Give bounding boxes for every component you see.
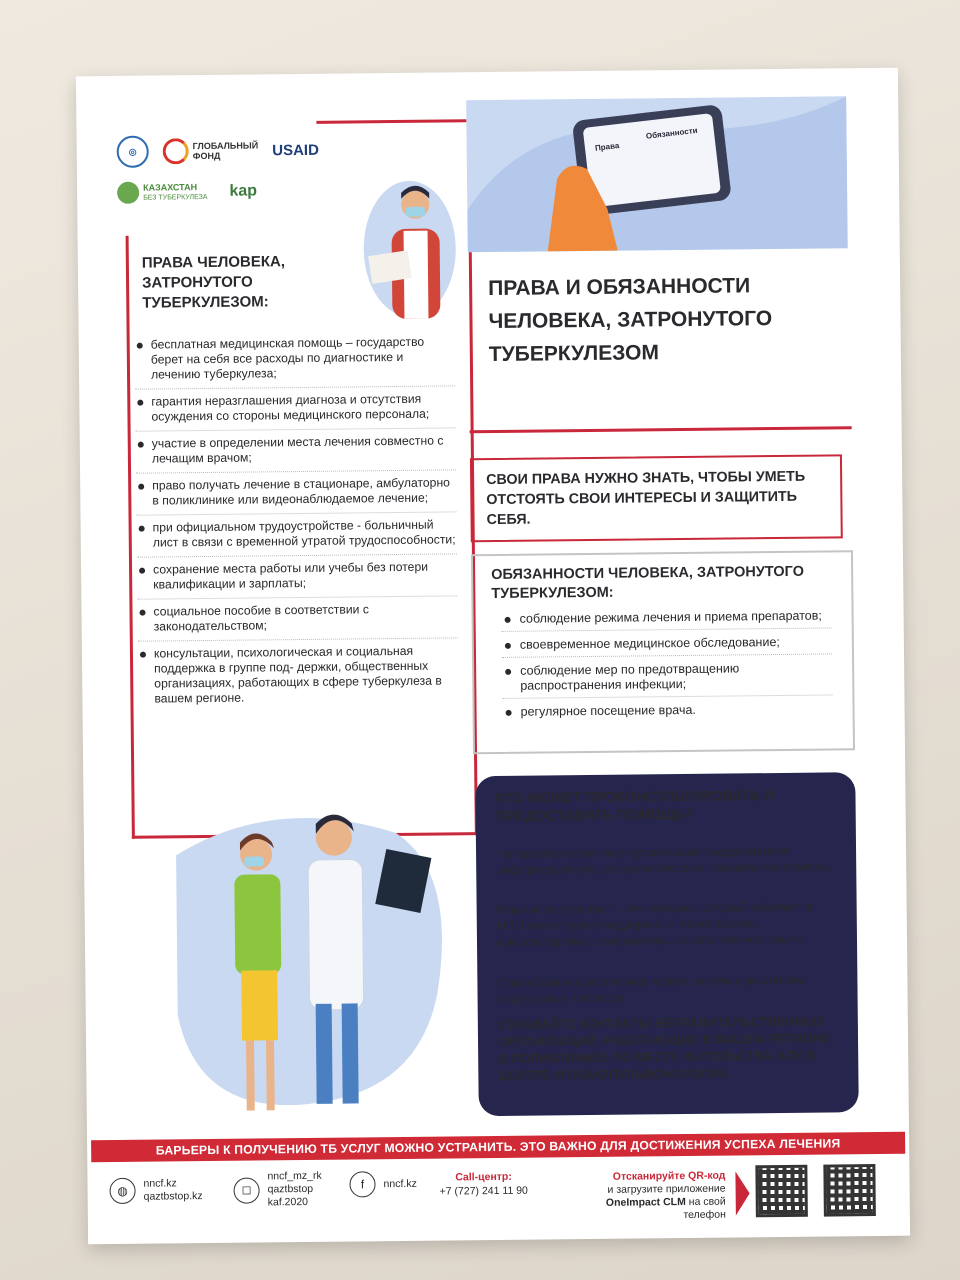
footer-instagram — [233, 1170, 322, 1210]
list-item: при официальном трудоустройстве - больничный лист в связи с временной утратой трудоспособности; — [137, 517, 457, 557]
instagram-handle-1[interactable]: nncf_mz_rk — [267, 1169, 322, 1183]
phone-in-hand-icon — [466, 96, 848, 252]
call-center — [439, 1170, 528, 1199]
poster-sheet — [76, 68, 910, 1245]
duties-title: ОБЯЗАННОСТИ ЧЕЛОВЕКА, ЗАТРОНУТОГО ТУБЕРКУЛЕЗОМ: — [491, 563, 805, 603]
call-center-number[interactable]: +7 (727) 241 11 90 — [439, 1184, 528, 1198]
list-item: сохранение места работы или учебы без потери квалификации и зарплаты; — [137, 559, 457, 599]
doctor-patient-illustration — [155, 792, 458, 1125]
arrow-right-icon — [735, 1171, 749, 1215]
list-item: гарантия неразглашения диагноза и отсутствия осуждения со стороны медицинского персонала; — [135, 391, 455, 431]
consult-ngo-text: Неправительственные организации предоставляют информационную, психологическую, социальную помощь. — [496, 843, 833, 877]
website-link-nncf[interactable]: nncf.kz — [143, 1177, 177, 1190]
gf-line1: ГЛОБАЛЬНЫЙ — [192, 140, 259, 152]
list-item: право получать лечение в стационаре, амбулаторно в поликлинике или видеонаблюдаемое лечение; — [136, 475, 456, 515]
page-title: ПРАВА И ОБЯЗАННОСТИ ЧЕЛОВЕКА, ЗАТРОНУТОГО ТУБЕРКУЛЕЗОМ — [488, 274, 773, 367]
global-fund-mark-icon — [163, 138, 189, 164]
footer-facebook — [349, 1171, 417, 1198]
qr-app-name: OneImpact CLM — [605, 1196, 686, 1209]
kz-leaf-icon — [117, 182, 139, 204]
list-item: социальное пособие в соответствии с законодательством; — [137, 601, 457, 641]
kz-line2: БЕЗ ТУБЕРКУЛЕЗА — [143, 193, 208, 202]
consult-social-worker-text: Соцработник поликлиники может помочь с решением социальных вопросов. — [497, 972, 805, 1006]
facebook-icon: f — [349, 1171, 375, 1197]
bottom-banner: БАРЬЕРЫ К ПОЛУЧЕНИЮ ТБ УСЛУГ МОЖНО УСТРАНИТЬ. ЭТО ВАЖНО ДЛЯ ДОСТИЖЕНИЯ УСПЕХА ЛЕЧЕНИЯ — [91, 1132, 905, 1163]
phone-tab-rights: Права — [594, 140, 620, 153]
kz-no-tb-logo — [117, 181, 208, 204]
call-center-label: Call-центр: — [455, 1170, 512, 1184]
footer — [87, 1162, 910, 1241]
instagram-handle-3[interactable]: kaf.2020 — [267, 1195, 309, 1209]
phone-tab-duties: Обязанности — [645, 125, 698, 141]
rights-top-line — [316, 119, 466, 124]
list-item: регулярное посещение врача. — [503, 701, 833, 723]
consult-title: КТО МОЖЕТ ПРОКОНСУЛЬТИРОВАТЬ И ПРЕДОСТАВИТЬ ПОМОЩЬ? — [495, 788, 775, 825]
duties-list — [502, 608, 833, 729]
list-item: соблюдение режима лечения и приема препаратов; — [502, 608, 832, 631]
know-rights-callout: СВОИ ПРАВА НУЖНО ЗНАТЬ, ЧТОБЫ УМЕТЬ ОТСТОЯТЬ СВОИ ИНТЕРЕСЫ И ЗАЩИТИТЬ СЕБЯ. — [470, 454, 843, 542]
instagram-handle-2[interactable]: qaztbstop — [267, 1182, 314, 1196]
global-fund-logo — [163, 137, 259, 164]
consult-peer-text: Равный консультант – это человек, который работает в НПО или в группе поддержки и может помочь консультациями, основываясь на собственном опыте. — [496, 899, 813, 949]
rights-title: ПРАВА ЧЕЛОВЕКА, ЗАТРОНУТОГО ТУБЕРКУЛЕЗОМ: — [141, 253, 286, 312]
consult-contacts-callout: УЗНАВАЙТЕ КОНТАКТЫ НЕПРАВИТЕЛЬСТВЕННЫХ ОРГАНИЗАЦИЙ, РАБОТАЮЩИХ В ВАШЕМ РЕГИОНЕ, В ПОЛИКЛИНИКЕ ПО МЕСТУ ЖИТЕЛЬСТВА ИЛИ В ЦЕНТРЕ ФТИЗИОПУЛЬМОНОЛОГИИ. — [497, 1013, 834, 1083]
qr-code-icon[interactable] — [755, 1165, 808, 1218]
website-link-qaztbstop[interactable]: qaztbstop.kz — [143, 1190, 203, 1203]
ministry-emblem-icon: ◎ — [117, 136, 149, 168]
qr-line1: Отсканируйте QR-код — [612, 1169, 726, 1183]
qr-line3: на свой телефон — [683, 1195, 726, 1222]
facebook-link[interactable]: nncf.kz — [383, 1177, 417, 1190]
list-item: участие в определении места лечения совместно с лечащим врачом; — [136, 433, 456, 473]
list-item: бесплатная медицинская помощь – государство берет на себя все расходы по диагностике и лечению туберкулеза; — [135, 334, 456, 389]
title-divider — [470, 426, 852, 433]
globe-icon: ◍ — [109, 1178, 135, 1204]
qr-code-icon[interactable] — [823, 1164, 876, 1217]
list-item: консультации, психологическая и социальная поддержка в группе под- держки, общественных организациях, работающих в сфере туберкулеза в вашем регионе. — [138, 643, 459, 712]
qr-instructions — [563, 1170, 726, 1224]
partner-logos — [117, 133, 358, 226]
kz-line1: КАЗАХСТАН — [143, 181, 198, 193]
list-item: соблюдение мер по предотвращению распространения инфекции; — [502, 660, 832, 698]
gf-line2: ФОНД — [192, 150, 221, 162]
phone-illustration-panel — [466, 96, 848, 252]
qr-line2: и загрузите приложение — [607, 1182, 726, 1196]
footer-websites — [109, 1177, 202, 1204]
rights-list — [135, 334, 459, 717]
kap-logo: kap — [229, 182, 258, 200]
instagram-icon: ◻ — [233, 1177, 259, 1203]
usaid-logo: USAID — [272, 141, 319, 159]
list-item: своевременное медицинское обследование; — [502, 634, 832, 657]
